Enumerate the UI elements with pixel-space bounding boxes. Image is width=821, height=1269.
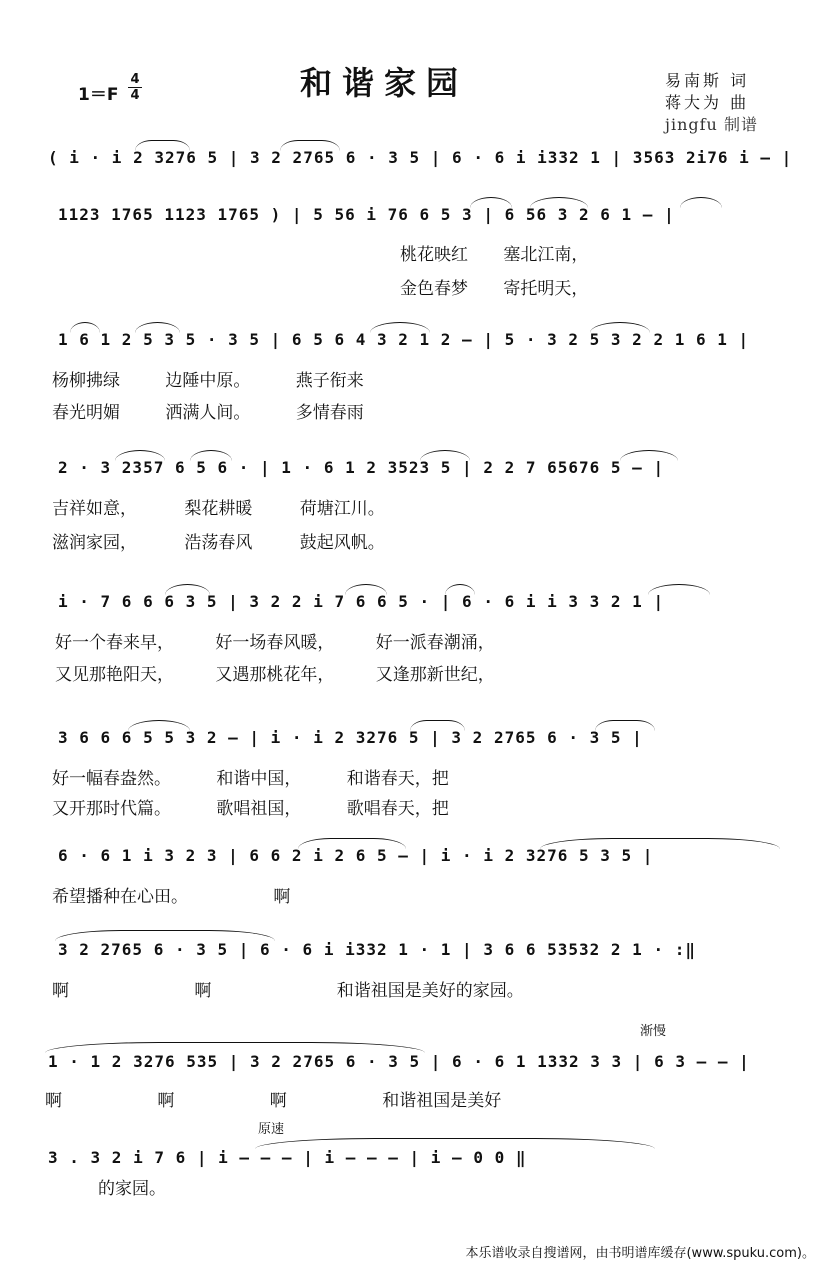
lyric-line-14: 的家园。 bbox=[98, 1179, 166, 1199]
notation-line-9: 1 · 1 2 3276 535 | 3 2 2765 6 · 3 5 | 6 · 6 1 1332 3 3 | 6 3 – – | bbox=[48, 1052, 750, 1071]
composer-credit: 蒋大为 曲 bbox=[665, 93, 750, 112]
notation-line-3: 1 6 1 2 5 3 5 · 3 5 | 6 5 6 4 3 2 1 2 – | 5 · 3 2 5 3 2 2 1 6 1 | bbox=[58, 330, 750, 349]
song-title: 和谐家园 bbox=[300, 64, 469, 102]
lyric-line-4: 春光明媚 洒满人间。 多情春雨 bbox=[52, 403, 364, 423]
lyric-line-9: 好一幅春盎然。 和谐中国， 和谐春天，把 bbox=[52, 769, 449, 789]
lyric-line-11: 希望播种在心田。 啊 bbox=[52, 887, 291, 907]
meter-top: 4 bbox=[128, 72, 142, 88]
lyric-line-7: 好一个春来早， 好一场春风暖， 好一派春潮涌， bbox=[55, 633, 495, 653]
key-signature: 1＝F bbox=[78, 85, 119, 105]
lyric-line-2: 金色春梦 寄托明天， bbox=[400, 279, 589, 299]
lyric-line-1: 桃花映红 塞北江南， bbox=[400, 245, 589, 265]
lyric-line-5: 吉祥如意， 梨花耕暖 荷塘江川。 bbox=[52, 499, 385, 519]
notation-line-7: 6 · 6 1 i 3 2 3 | 6 6 2 i 2 6 5 – | i · i 2 3276 5 3 5 | bbox=[58, 846, 654, 865]
notation-line-8: 3 2 2765 6 · 3 5 | 6 · 6 i i332 1 · 1 | 3 6 6 53532 2 1 · :‖ bbox=[58, 940, 696, 959]
lyric-line-3: 杨柳拂绿 边陲中原。 燕子衔来 bbox=[52, 371, 364, 391]
notation-line-2: 1123 1765 1123 1765 ) | 5 56 i 76 6 5 3 | 6 56 3 2 6 1 – | bbox=[58, 205, 675, 224]
lyricist-credit: 易南斯 词 bbox=[665, 71, 750, 90]
lyric-line-8: 又见那艳阳天， 又遇那桃花年， 又逢那新世纪， bbox=[55, 665, 495, 685]
notation-line-4: 2 · 3 2357 6 5 6 · | 1 · 6 1 2 3523 5 | 2 2 7 65676 5 – | bbox=[58, 458, 665, 477]
lyric-line-10: 又开那时代篇。 歌唱祖国， 歌唱春天，把 bbox=[52, 799, 449, 819]
tempo-original-mark: 原速 bbox=[258, 1122, 285, 1137]
meter-bottom: 4 bbox=[130, 88, 140, 103]
notation-line-5: i · 7 6 6 6 3 5 | 3 2 2 i 7 6 6 5 · | 6 · 6 i i 3 3 2 1 | bbox=[58, 592, 665, 611]
lyric-line-12: 啊 啊 和谐祖国是美好的家园。 bbox=[52, 981, 524, 1001]
notation-line-1: ( i · i 2 3276 5 | 3 2 2765 6 · 3 5 | 6 · 6 i i332 1 | 3563 2i76 i – | bbox=[48, 148, 793, 167]
notation-line-10: 3 . 3 2 i 7 6 | i – – – | i – – – | i – 0 0 ‖ bbox=[48, 1148, 527, 1167]
notation-line-6: 3 6 6 6 5 5 3 2 – | i · i 2 3276 5 | 3 2 2765 6 · 3 5 | bbox=[58, 728, 643, 747]
transcriber-credit: jingfu 制谱 bbox=[665, 115, 758, 134]
tempo-slow-mark: 渐慢 bbox=[640, 1024, 667, 1039]
time-signature bbox=[128, 72, 142, 103]
lyric-line-13: 啊 啊 啊 和谐祖国是美好 bbox=[45, 1091, 502, 1111]
lyric-line-6: 滋润家园， 浩荡春风 鼓起风帆。 bbox=[52, 533, 385, 553]
source-footer: 本乐谱收录自搜谱网，由书明谱库缓存(www.spuku.com)。 bbox=[465, 1246, 815, 1261]
